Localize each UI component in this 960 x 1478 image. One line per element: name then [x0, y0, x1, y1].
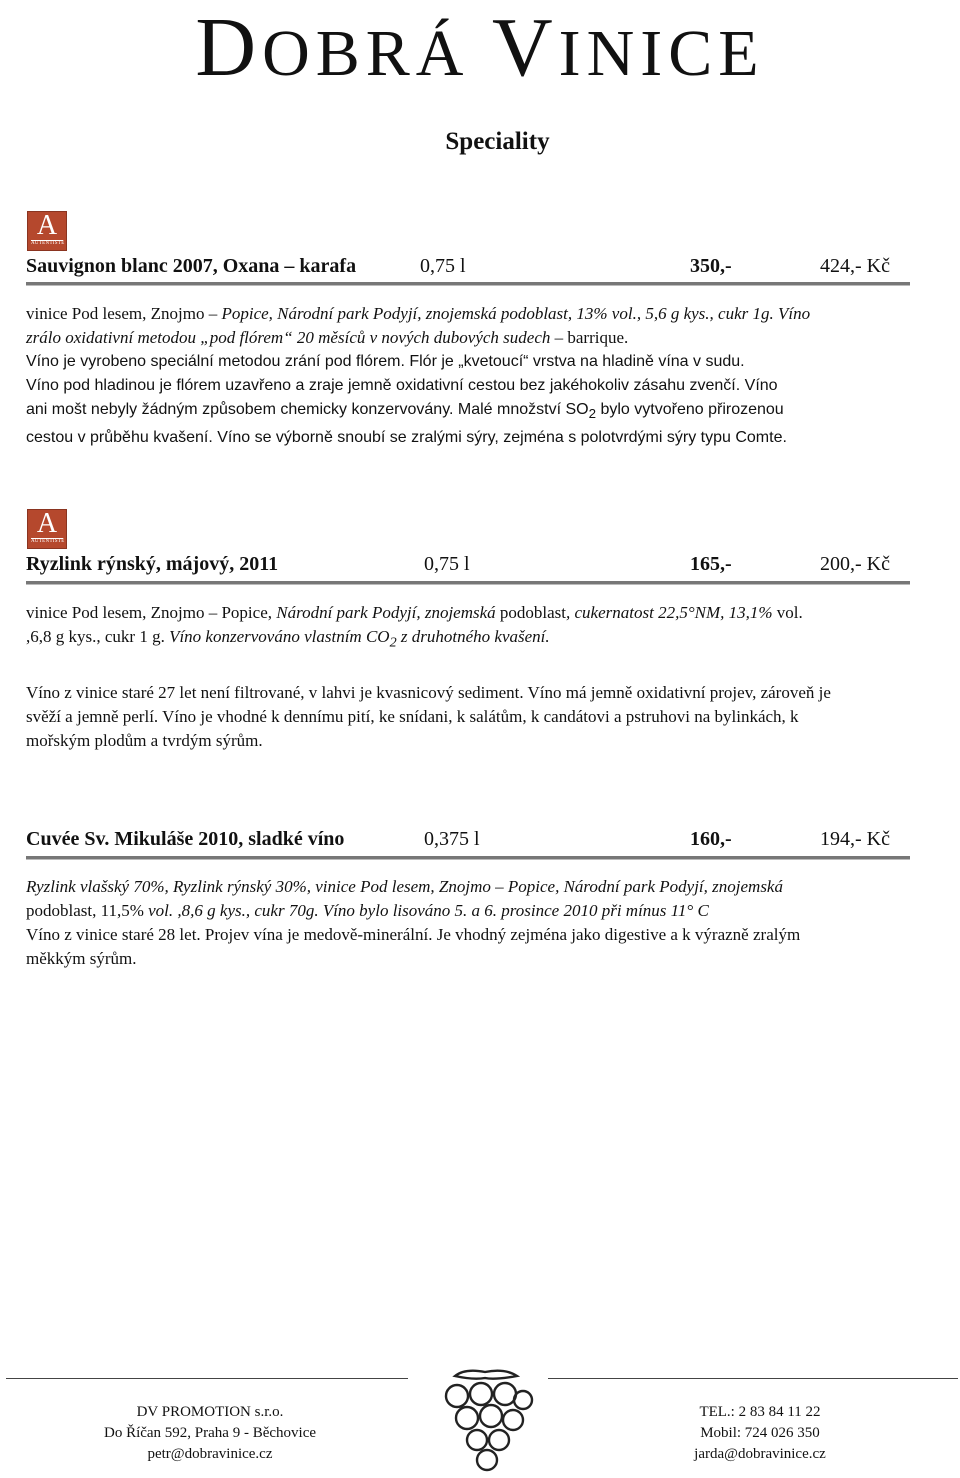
wine-2-line-1: vinice Pod lesem, Znojmo – Popice, Národní park Podyjí, znojemská podoblast, cukernatost 22,5°NM, 13,1% vol.: [26, 603, 803, 622]
footer-company-email[interactable]: petr@dobravinice.cz: [147, 1446, 273, 1462]
wine-3-price: 160,-: [690, 828, 732, 850]
wine-2-name: Ryzlink rýnský, májový, 2011: [26, 553, 279, 575]
badge-subtext: AUTENTISTE: [31, 241, 65, 246]
wine-3-divider: [26, 856, 910, 860]
wine-1-line-6: cestou v průběhu kvašení. Víno se výborně snoubí se zralými sýry, zejména s polotvrdými sýry typu Comte.: [26, 429, 787, 447]
section-title: Speciality: [445, 128, 550, 155]
grape-logo-berry: [456, 1407, 478, 1429]
footer-rule-left: [6, 1378, 408, 1379]
wine-1-line-4: Víno pod hladinou je flórem uzavřeno a zraje jemně oxidativní cestou bez jakéhokoliv zásahu zvenčí. Víno: [26, 377, 778, 394]
wine-3-price-vat: 194,- Kč: [820, 828, 890, 850]
footer-rule-right: [548, 1378, 958, 1379]
wine-3-line-2: podoblast, 11,5% vol. ,8,6 g kys., cukr 70g. Víno bylo lisováno 5. a 6. prosince 2010 při mínus 11° C: [26, 901, 709, 920]
grape-logo-berry: [494, 1383, 516, 1405]
wine-3-volume: 0,375 l: [424, 828, 480, 850]
wine-1-price-vat: 424,- Kč: [820, 255, 890, 277]
grape-logo-berry: [477, 1450, 497, 1470]
brand-rest-1: OBRÁ: [262, 17, 492, 90]
authentic-badge-icon: [27, 509, 67, 549]
footer-phone: TEL.: 2 83 84 11 22: [699, 1404, 821, 1420]
footer-mobile: Mobil: 724 026 350: [700, 1425, 820, 1441]
wine-3-name: Cuvée Sv. Mikuláše 2010, sladké víno: [26, 828, 345, 850]
wine-1-line-5: ani mošt nebyly žádným způsobem chemicky konzervovány. Malé množství $SO_2$ bylo vytvořeno přirozenou: [26, 401, 784, 422]
wine-2-line-5: mořským plodům a tvrdým sýrům.: [26, 731, 263, 751]
grape-logo-berry: [514, 1391, 532, 1409]
badge-letter: A: [36, 508, 58, 539]
footer-contact-email[interactable]: jarda@dobravinice.cz: [694, 1446, 826, 1462]
wine-2-line-4: svěží a jemně perlí. Víno je vhodné k dennímu pití, ke snídani, k salátům, k candátovi a pstruhovi na bylinkách, k: [26, 707, 799, 727]
badge-letter: A: [36, 210, 58, 241]
wine-2-line-2: ,6,8 g kys., cukr 1 g. Víno konzervováno vlastním $CO_2$ z druhotného kvašení.: [26, 627, 550, 651]
wine-3-description: [26, 875, 956, 971]
grape-logo-berry: [503, 1410, 523, 1430]
grape-logo-icon: [425, 1350, 545, 1474]
wine-2-line-3: Víno z vinice staré 27 let není filtrované, v lahvi je kvasnicový sediment. Víno má jemně oxidativní projev, zároveň je: [26, 683, 831, 703]
wine-1-name: Sauvignon blanc 2007, Oxana – karafa: [26, 255, 357, 277]
wine-2-price-vat: 200,- Kč: [820, 553, 890, 575]
brand-initial-v: V: [491, 1, 559, 94]
wine-1-line-1: vinice Pod lesem, Znojmo – Popice, Národní park Podyjí, znojemská podoblast, 13% vol., 5,6 g kys., cukr 1g. Víno: [26, 304, 811, 323]
wine-1-description: [26, 302, 956, 450]
wine-1-volume: 0,75 l: [420, 255, 466, 277]
footer-company-name: DV PROMOTION s.r.o.: [136, 1404, 284, 1420]
footer-company: [60, 1402, 360, 1465]
wine-2-description: [26, 601, 956, 753]
grape-logo-berry: [489, 1430, 509, 1450]
grape-logo-berry: [470, 1383, 492, 1405]
wine-1-divider: [26, 282, 910, 286]
grape-logo-berry: [480, 1405, 502, 1427]
wine-2-price: 165,-: [690, 553, 732, 575]
grape-logo-berry: [446, 1385, 468, 1407]
brand-logo-text: [0, 0, 960, 102]
wine-3-line-1: Ryzlink vlašský 70%, Ryzlink rýnský 30%, vinice Pod lesem, Znojmo – Popice, Národní park Podyjí, znojemská: [26, 877, 783, 896]
wine-2-divider: [26, 581, 910, 585]
wine-3-line-4: měkkým sýrům.: [26, 949, 137, 968]
badge-subtext: AUTENTISTE: [31, 539, 65, 544]
brand-rest-2: INICE: [558, 17, 765, 90]
footer-company-address: Do Říčan 592, Praha 9 - Běchovice: [103, 1425, 317, 1441]
wine-2-volume: 0,75 l: [424, 553, 470, 575]
wine-1-line-2: zrálo oxidativní metodou „pod flórem“ 20 měsíců v nových dubových sudech – barrique.: [26, 328, 629, 347]
grape-logo-berry: [467, 1430, 487, 1450]
wine-3-line-3: Víno z vinice staré 28 let. Projev vína je medově-minerální. Je vhodný zejména jako digestive a k výrazně zralým: [26, 925, 801, 944]
wine-1-price: 350,-: [690, 255, 732, 277]
authentic-badge-icon: [27, 211, 67, 251]
wine-1-line-3: Víno je vyrobeno speciální metodou zrání pod flórem. Flór je „kvetoucí“ vrstva na hladině vína v sudu.: [26, 353, 745, 370]
wine-2-gap: [26, 654, 956, 681]
footer-contact: [610, 1402, 910, 1465]
brand-initial-d: D: [195, 1, 263, 94]
grape-logo-leaf: [455, 1371, 517, 1379]
